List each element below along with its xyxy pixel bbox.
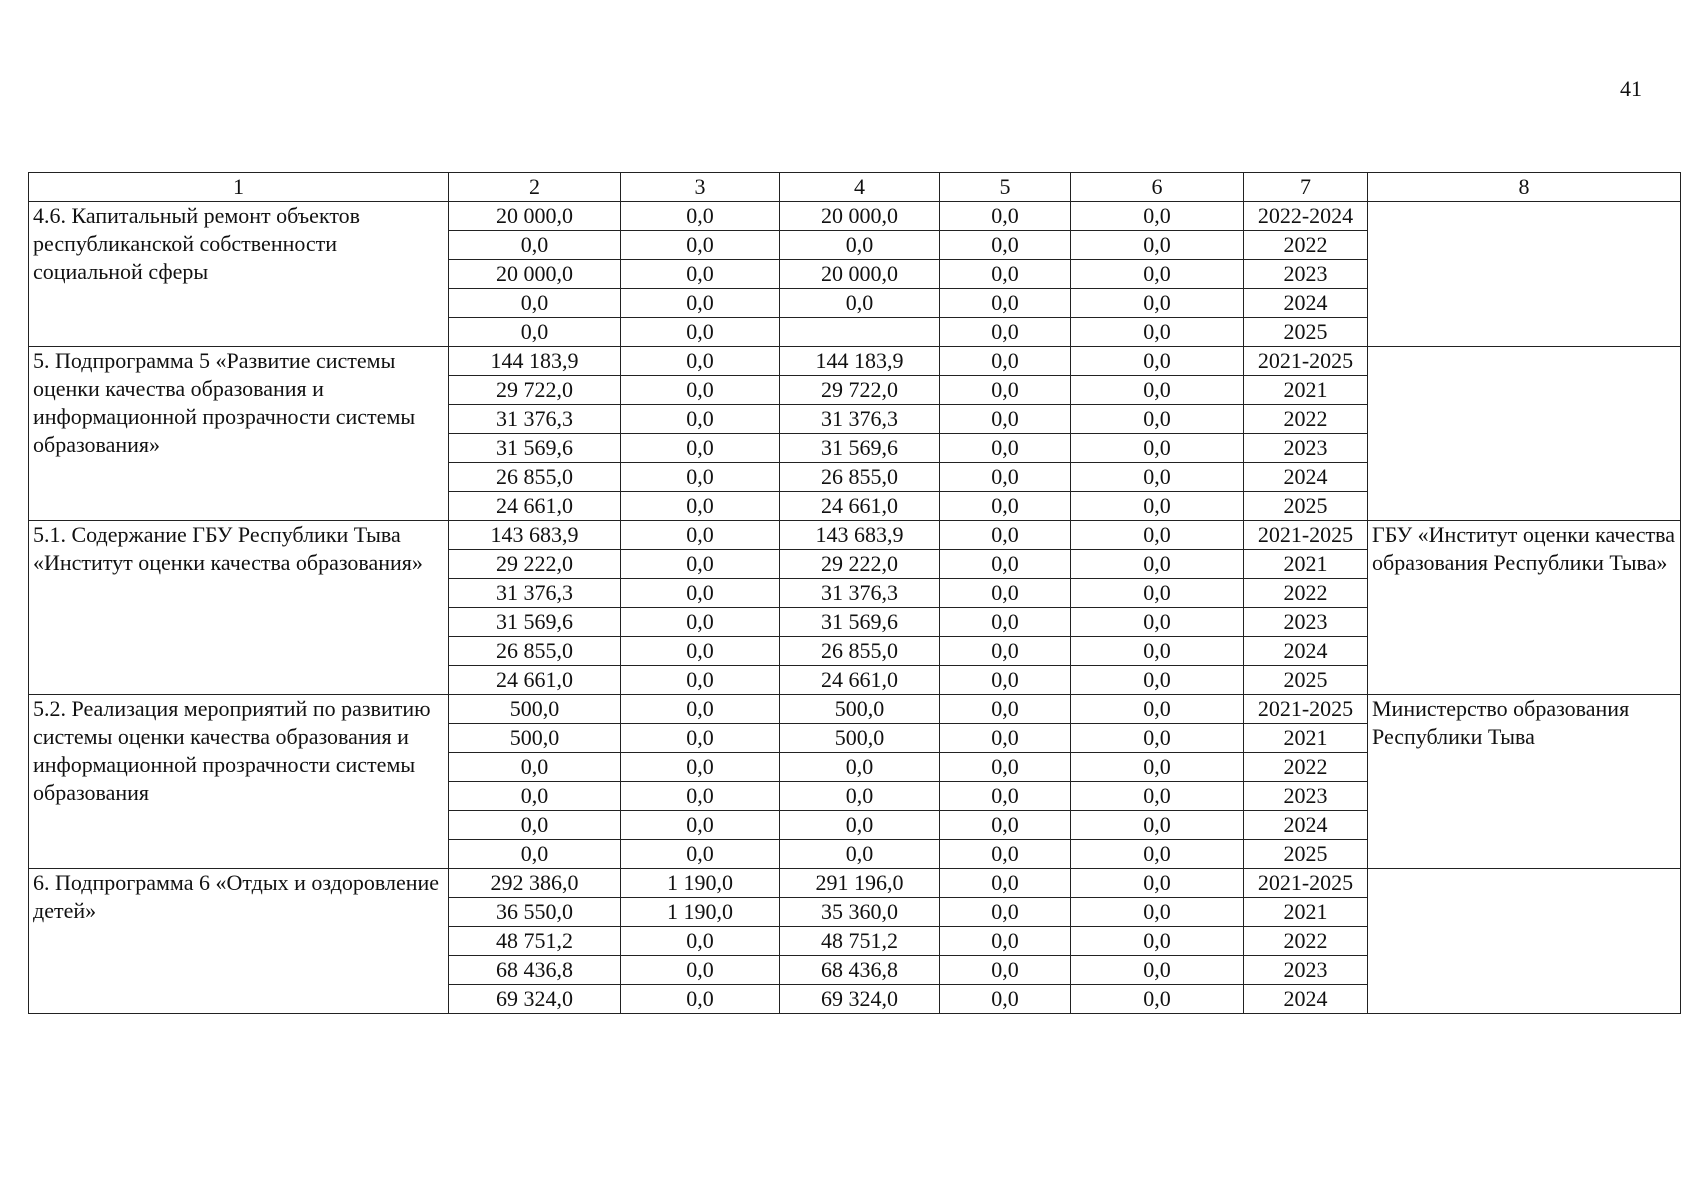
amount-cell: 31 569,6	[449, 434, 621, 463]
period-cell: 2024	[1244, 637, 1368, 666]
amount-cell: 0,0	[940, 521, 1071, 550]
amount-cell: 0,0	[1071, 695, 1244, 724]
amount-cell: 0,0	[621, 753, 780, 782]
period-cell: 2021	[1244, 898, 1368, 927]
amount-cell: 31 376,3	[780, 405, 940, 434]
amount-cell: 0,0	[1071, 405, 1244, 434]
column-header: 3	[621, 173, 780, 202]
amount-cell: 24 661,0	[780, 666, 940, 695]
executor-cell	[1368, 869, 1681, 1014]
amount-cell: 0,0	[1071, 927, 1244, 956]
amount-cell: 0,0	[621, 550, 780, 579]
amount-cell: 48 751,2	[780, 927, 940, 956]
amount-cell: 0,0	[940, 753, 1071, 782]
amount-cell: 0,0	[621, 724, 780, 753]
amount-cell: 0,0	[449, 782, 621, 811]
amount-cell: 31 569,6	[780, 434, 940, 463]
amount-cell: 292 386,0	[449, 869, 621, 898]
period-cell: 2022	[1244, 405, 1368, 434]
amount-cell: 0,0	[621, 376, 780, 405]
amount-cell: 48 751,2	[449, 927, 621, 956]
period-cell: 2025	[1244, 492, 1368, 521]
executor-cell	[1368, 202, 1681, 347]
amount-cell: 143 683,9	[780, 521, 940, 550]
amount-cell: 0,0	[940, 289, 1071, 318]
table-row	[29, 521, 1681, 550]
amount-cell: 0,0	[780, 231, 940, 260]
amount-cell: 29 222,0	[780, 550, 940, 579]
period-cell: 2021	[1244, 724, 1368, 753]
amount-cell: 0,0	[621, 840, 780, 869]
amount-cell: 0,0	[621, 434, 780, 463]
amount-cell: 0,0	[940, 347, 1071, 376]
period-cell: 2024	[1244, 463, 1368, 492]
amount-cell: 0,0	[621, 579, 780, 608]
amount-cell: 0,0	[1071, 956, 1244, 985]
amount-cell: 0,0	[940, 637, 1071, 666]
table-header-row	[29, 173, 1681, 202]
amount-cell: 0,0	[1071, 579, 1244, 608]
amount-cell: 24 661,0	[449, 666, 621, 695]
amount-cell: 36 550,0	[449, 898, 621, 927]
amount-cell: 0,0	[940, 231, 1071, 260]
amount-cell: 68 436,8	[780, 956, 940, 985]
period-cell: 2022	[1244, 231, 1368, 260]
measure-name-cell: 6. Подпрограмма 6 «Отдых и оздоровление детей»	[29, 869, 449, 1014]
amount-cell: 0,0	[621, 202, 780, 231]
amount-cell: 0,0	[621, 521, 780, 550]
amount-cell: 0,0	[621, 811, 780, 840]
amount-cell: 0,0	[940, 695, 1071, 724]
amount-cell: 26 855,0	[449, 463, 621, 492]
amount-cell: 31 569,6	[449, 608, 621, 637]
amount-cell: 1 190,0	[621, 898, 780, 927]
amount-cell: 0,0	[621, 666, 780, 695]
budget-table	[28, 172, 1681, 1014]
amount-cell: 0,0	[940, 782, 1071, 811]
amount-cell: 0,0	[621, 782, 780, 811]
amount-cell: 0,0	[1071, 318, 1244, 347]
amount-cell: 0,0	[1071, 869, 1244, 898]
amount-cell: 0,0	[621, 956, 780, 985]
measure-name-cell: 5. Подпрограмма 5 «Развитие системы оценки качества образования и информационной прозрачности системы образования»	[29, 347, 449, 521]
amount-cell: 0,0	[621, 463, 780, 492]
period-cell: 2023	[1244, 782, 1368, 811]
amount-cell: 0,0	[940, 608, 1071, 637]
amount-cell: 0,0	[1071, 260, 1244, 289]
period-cell: 2021-2025	[1244, 521, 1368, 550]
amount-cell: 0,0	[940, 202, 1071, 231]
amount-cell: 0,0	[621, 695, 780, 724]
column-header: 6	[1071, 173, 1244, 202]
amount-cell: 0,0	[780, 289, 940, 318]
measure-name-cell: 5.1. Содержание ГБУ Республики Тыва «Институт оценки качества образования»	[29, 521, 449, 695]
amount-cell: 500,0	[780, 695, 940, 724]
amount-cell: 0,0	[449, 231, 621, 260]
amount-cell: 0,0	[940, 869, 1071, 898]
amount-cell: 291 196,0	[780, 869, 940, 898]
amount-cell: 143 683,9	[449, 521, 621, 550]
period-cell: 2024	[1244, 985, 1368, 1014]
period-cell: 2021-2025	[1244, 347, 1368, 376]
amount-cell: 0,0	[940, 550, 1071, 579]
period-cell: 2023	[1244, 434, 1368, 463]
amount-cell: 0,0	[1071, 666, 1244, 695]
period-cell: 2021	[1244, 376, 1368, 405]
amount-cell: 0,0	[780, 753, 940, 782]
amount-cell: 0,0	[1071, 376, 1244, 405]
period-cell: 2024	[1244, 811, 1368, 840]
amount-cell: 0,0	[1071, 231, 1244, 260]
amount-cell: 0,0	[940, 840, 1071, 869]
amount-cell: 0,0	[940, 724, 1071, 753]
amount-cell: 31 376,3	[449, 405, 621, 434]
amount-cell: 29 222,0	[449, 550, 621, 579]
amount-cell: 144 183,9	[780, 347, 940, 376]
period-cell: 2022	[1244, 927, 1368, 956]
amount-cell: 31 569,6	[780, 608, 940, 637]
executor-cell: Министерство образования Республики Тыва	[1368, 695, 1681, 869]
table-row	[29, 869, 1681, 898]
amount-cell: 26 855,0	[780, 463, 940, 492]
amount-cell: 26 855,0	[449, 637, 621, 666]
period-cell: 2023	[1244, 608, 1368, 637]
table-row	[29, 695, 1681, 724]
amount-cell: 1 190,0	[621, 869, 780, 898]
period-cell: 2025	[1244, 318, 1368, 347]
amount-cell: 29 722,0	[780, 376, 940, 405]
amount-cell: 0,0	[780, 811, 940, 840]
amount-cell: 69 324,0	[780, 985, 940, 1014]
amount-cell: 0,0	[1071, 434, 1244, 463]
amount-cell: 20 000,0	[780, 260, 940, 289]
amount-cell: 0,0	[940, 463, 1071, 492]
amount-cell: 0,0	[621, 492, 780, 521]
amount-cell: 0,0	[780, 840, 940, 869]
amount-cell: 0,0	[621, 260, 780, 289]
amount-cell: 35 360,0	[780, 898, 940, 927]
amount-cell: 31 376,3	[449, 579, 621, 608]
period-cell: 2023	[1244, 956, 1368, 985]
amount-cell: 0,0	[449, 840, 621, 869]
amount-cell: 0,0	[940, 985, 1071, 1014]
period-cell: 2024	[1244, 289, 1368, 318]
amount-cell: 0,0	[1071, 202, 1244, 231]
amount-cell: 0,0	[1071, 463, 1244, 492]
amount-cell: 0,0	[449, 811, 621, 840]
amount-cell: 0,0	[1071, 521, 1244, 550]
amount-cell: 0,0	[940, 579, 1071, 608]
amount-cell: 500,0	[780, 724, 940, 753]
period-cell: 2022-2024	[1244, 202, 1368, 231]
amount-cell: 0,0	[621, 347, 780, 376]
amount-cell: 0,0	[621, 318, 780, 347]
period-cell: 2022	[1244, 579, 1368, 608]
period-cell: 2023	[1244, 260, 1368, 289]
period-cell: 2021	[1244, 550, 1368, 579]
amount-cell: 0,0	[1071, 840, 1244, 869]
amount-cell: 0,0	[940, 318, 1071, 347]
period-cell: 2021-2025	[1244, 869, 1368, 898]
amount-cell: 0,0	[1071, 724, 1244, 753]
amount-cell: 20 000,0	[780, 202, 940, 231]
amount-cell: 0,0	[621, 637, 780, 666]
amount-cell: 500,0	[449, 695, 621, 724]
column-header: 1	[29, 173, 449, 202]
amount-cell: 0,0	[1071, 550, 1244, 579]
amount-cell	[780, 318, 940, 347]
column-header: 2	[449, 173, 621, 202]
amount-cell: 0,0	[940, 927, 1071, 956]
amount-cell: 0,0	[621, 289, 780, 318]
period-cell: 2025	[1244, 666, 1368, 695]
amount-cell: 0,0	[940, 434, 1071, 463]
column-header: 8	[1368, 173, 1681, 202]
amount-cell: 0,0	[940, 898, 1071, 927]
amount-cell: 0,0	[1071, 811, 1244, 840]
amount-cell: 0,0	[940, 811, 1071, 840]
column-header: 7	[1244, 173, 1368, 202]
period-cell: 2021-2025	[1244, 695, 1368, 724]
period-cell: 2022	[1244, 753, 1368, 782]
amount-cell: 0,0	[1071, 985, 1244, 1014]
amount-cell: 0,0	[940, 956, 1071, 985]
page-number: 41	[1620, 76, 1642, 101]
amount-cell: 0,0	[1071, 782, 1244, 811]
amount-cell: 31 376,3	[780, 579, 940, 608]
amount-cell: 29 722,0	[449, 376, 621, 405]
measure-name-cell: 4.6. Капитальный ремонт объектов республиканской собственности социальной сферы	[29, 202, 449, 347]
column-header: 4	[780, 173, 940, 202]
measure-name-cell: 5.2. Реализация мероприятий по развитию системы оценки качества образования и информационной прозрачности системы образования	[29, 695, 449, 869]
amount-cell: 0,0	[940, 376, 1071, 405]
amount-cell: 69 324,0	[449, 985, 621, 1014]
amount-cell: 0,0	[449, 753, 621, 782]
amount-cell: 0,0	[940, 260, 1071, 289]
amount-cell: 24 661,0	[780, 492, 940, 521]
amount-cell: 0,0	[940, 492, 1071, 521]
amount-cell: 0,0	[1071, 608, 1244, 637]
amount-cell: 68 436,8	[449, 956, 621, 985]
amount-cell: 0,0	[449, 289, 621, 318]
amount-cell: 20 000,0	[449, 202, 621, 231]
amount-cell: 500,0	[449, 724, 621, 753]
amount-cell: 0,0	[621, 608, 780, 637]
amount-cell: 0,0	[621, 231, 780, 260]
amount-cell: 24 661,0	[449, 492, 621, 521]
amount-cell: 0,0	[1071, 637, 1244, 666]
amount-cell: 0,0	[621, 985, 780, 1014]
executor-cell	[1368, 347, 1681, 521]
column-header: 5	[940, 173, 1071, 202]
amount-cell: 26 855,0	[780, 637, 940, 666]
amount-cell: 0,0	[1071, 289, 1244, 318]
amount-cell: 20 000,0	[449, 260, 621, 289]
amount-cell: 0,0	[1071, 347, 1244, 376]
amount-cell: 0,0	[780, 782, 940, 811]
amount-cell: 0,0	[449, 318, 621, 347]
table-row	[29, 347, 1681, 376]
amount-cell: 0,0	[621, 927, 780, 956]
amount-cell: 144 183,9	[449, 347, 621, 376]
amount-cell: 0,0	[940, 666, 1071, 695]
amount-cell: 0,0	[940, 405, 1071, 434]
amount-cell: 0,0	[1071, 753, 1244, 782]
executor-cell: ГБУ «Институт оценки качества образования Республики Тыва»	[1368, 521, 1681, 695]
amount-cell: 0,0	[1071, 492, 1244, 521]
amount-cell: 0,0	[1071, 898, 1244, 927]
table-row	[29, 202, 1681, 231]
period-cell: 2025	[1244, 840, 1368, 869]
amount-cell: 0,0	[621, 405, 780, 434]
